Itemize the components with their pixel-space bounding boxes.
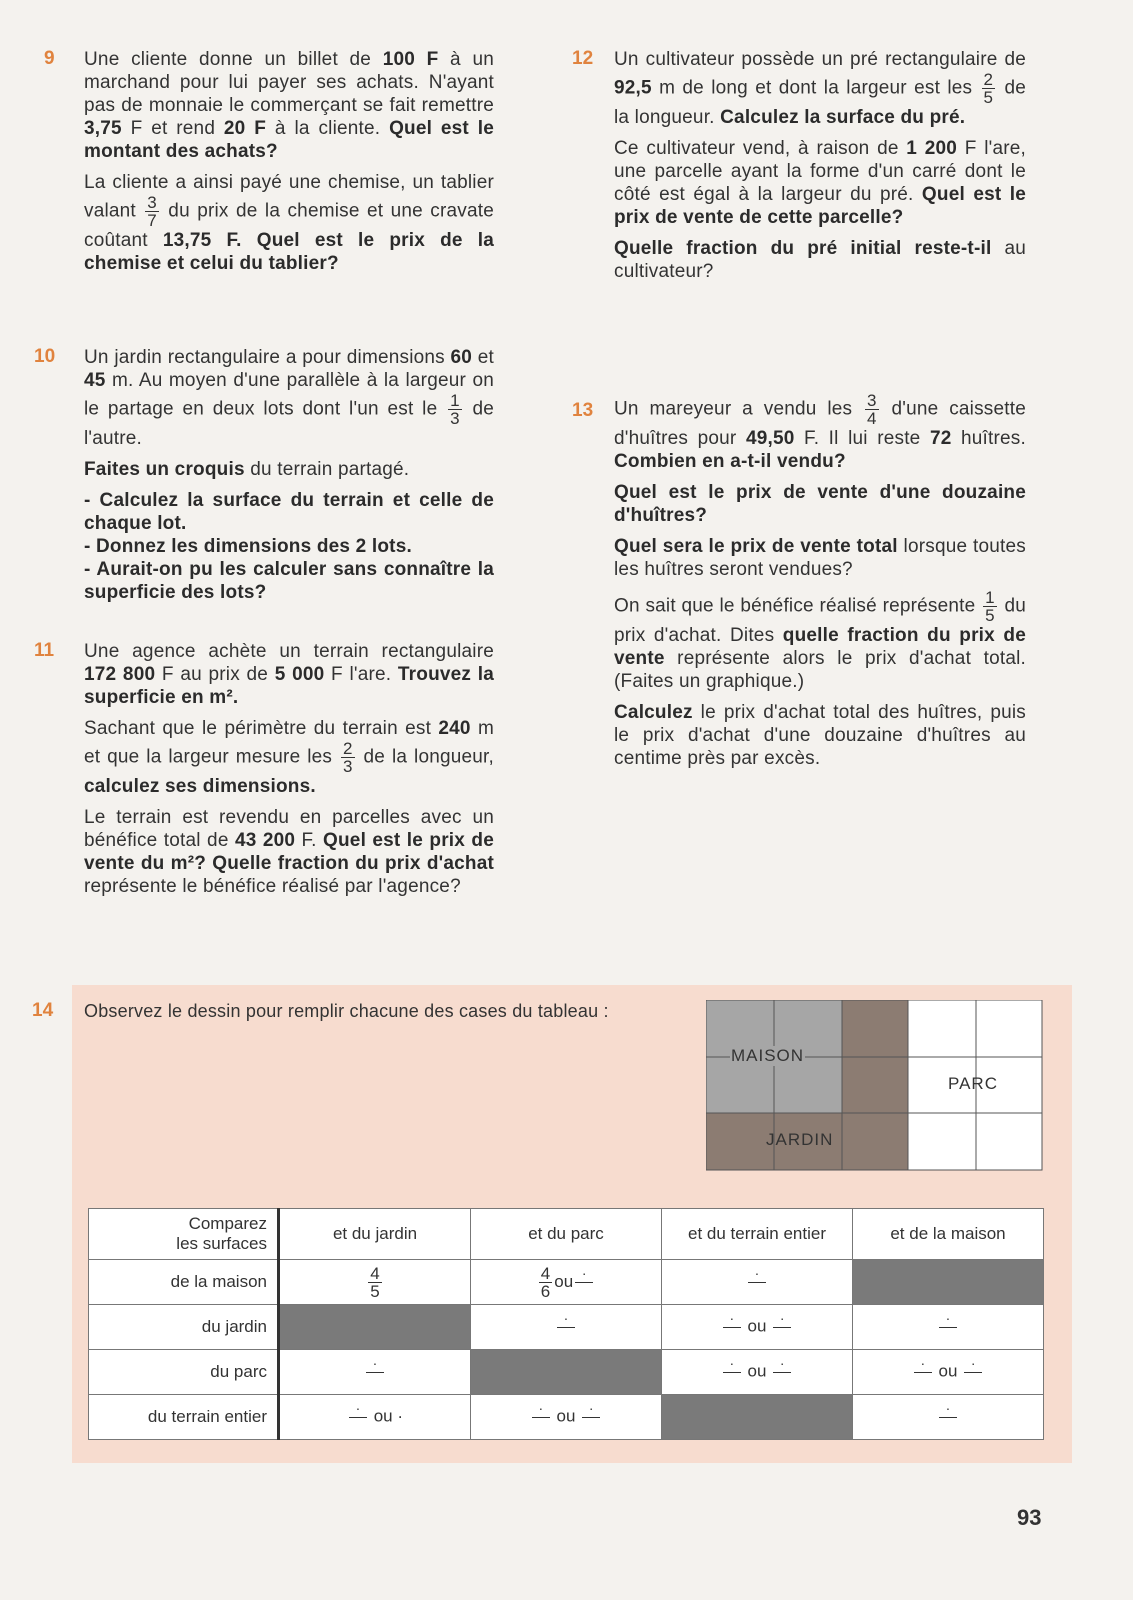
- row-jardin-header: du jardin: [89, 1305, 279, 1350]
- cell-maison-terrain: [662, 1260, 853, 1305]
- cell-maison-maison: [853, 1260, 1044, 1305]
- col-parc-header: et du parc: [471, 1209, 662, 1260]
- label-maison: MAISON: [731, 1046, 805, 1065]
- cell-terrain-maison: [853, 1395, 1044, 1440]
- cell-jardin-parc: [471, 1305, 662, 1350]
- cell-terrain-terrain: [662, 1395, 853, 1440]
- row-terrain-header: du terrain entier: [89, 1395, 279, 1440]
- exercise-12: Un cultivateur possède un pré rectangulaire de 92,5 m de long et dont la largeur est les $\frac{2}{5}$ de la longueur. Calculez la surface du pré. Ce cultivateur vend, à raison de 1 200 F l'are, une parcelle ayant la forme d'un carré dont le côté est égal à la largeur du pré. Quel est le prix de vente de cette parcelle? Quelle fraction du pré initial reste-t-il au cultivateur?: [614, 49, 1026, 282]
- exercise-9-number: 9: [44, 48, 55, 69]
- cell-jardin-jardin: [279, 1305, 471, 1350]
- cell-parc-maison: · ou ·: [853, 1350, 1044, 1395]
- exercise-13-number: 13: [572, 400, 594, 421]
- cell-jardin-terrain: · ou ·: [662, 1305, 853, 1350]
- col-terrain-header: et du terrain entier: [662, 1209, 853, 1260]
- comparison-table: [88, 1208, 1044, 1440]
- cell-parc-jardin: [279, 1350, 471, 1395]
- jardin-area-top: [842, 1000, 908, 1170]
- exercise-13: Un mareyeur a vendu les $\frac{3}{4}$ d'une caissette d'huîtres pour 49,50 F. Il lui reste 72 huîtres. Combien en a-t-il vendu? Quel est le prix de vente d'une douzaine d'huîtres? Quel sera le prix de vente total lorsque toutes les huîtres seront vendues? On sait que le bénéfice réalisé représente $\frac{1}{5}$ du prix d'achat. Dites quelle fraction du prix de vente représente alors le prix d'achat total. (Faites un graphique.) Calculez le prix d'achat total des huîtres, puis le prix d'achat d'une douzaine d'huîtres au centime près par excès.: [614, 391, 1027, 769]
- cell-parc-terrain: · ou ·: [662, 1350, 853, 1395]
- exercise-11-number: 11: [34, 640, 55, 661]
- row-maison-header: de la maison: [89, 1260, 279, 1305]
- exercise-11: Une agence achète un terrain rectangulaire 172 800 F au prix de 5 000 F l'are. Trouvez la superficie en m². Sachant que le périmètre du terrain est 240 m et que la largeur mesure les $\frac{2}{3}$ de la longueur, calculez ses dimensions. Le terrain est revendu en parcelles avec un bénéfice total de 43 200 F. Quel est le prix de vente du m²? Quelle fraction du prix d'achat représente le bénéfice réalisé par l'agence?: [84, 641, 494, 897]
- col-maison-header: et de la maison: [853, 1209, 1044, 1260]
- cell-terrain-jardin: · ou ·: [279, 1395, 471, 1440]
- cell-parc-parc: [471, 1350, 662, 1395]
- page-number: 93: [1017, 1505, 1042, 1530]
- exercise-14-number: 14: [32, 1000, 54, 1021]
- exercise-12-number: 12: [572, 48, 594, 69]
- cell-maison-jardin: $\frac{4}{5}$: [279, 1260, 471, 1305]
- label-jardin: JARDIN: [766, 1130, 834, 1149]
- label-parc: PARC: [948, 1074, 998, 1093]
- exercise-10: Un jardin rectangulaire a pour dimensions 60 et 45 m. Au moyen d'une parallèle à la largeur on le partage en deux lots dont l'un est le $\frac{1}{3}$ de l'autre. Faites un croquis du terrain partagé. - Calculez la surface du terrain et celle de chaque lot. - Donnez les dimensions des 2 lots. - Aurait-on pu les calculer sans connaître la superficie des lots?: [84, 347, 495, 603]
- table-corner: Comparez les surfaces: [89, 1209, 279, 1260]
- exercise-14-intro: Observez le dessin pour remplir chacune des cases du tableau :: [84, 1001, 609, 1021]
- cell-jardin-maison: [853, 1305, 1044, 1350]
- cell-maison-parc: $\frac{4}{6}$ ou·: [471, 1260, 662, 1305]
- row-parc-header: du parc: [89, 1350, 279, 1395]
- exercise-9: Une cliente donne un billet de 100 F à un marchand pour lui payer ses achats. N'ayant pas de monnaie le commerçant se fait remettre 3,75 F et rend 20 F à la cliente. Quel est le montant des achats? La cliente a ainsi payé une chemise, un tablier valant $\frac{3}{7}$ du prix de la chemise et une cravate coûtant 13,75 F. Quel est le prix de la chemise et celui du tablier?: [84, 49, 495, 274]
- col-jardin-header: et du jardin: [279, 1209, 471, 1260]
- cell-terrain-parc: · ou ·: [471, 1395, 662, 1440]
- exercise-10-number: 10: [34, 346, 56, 367]
